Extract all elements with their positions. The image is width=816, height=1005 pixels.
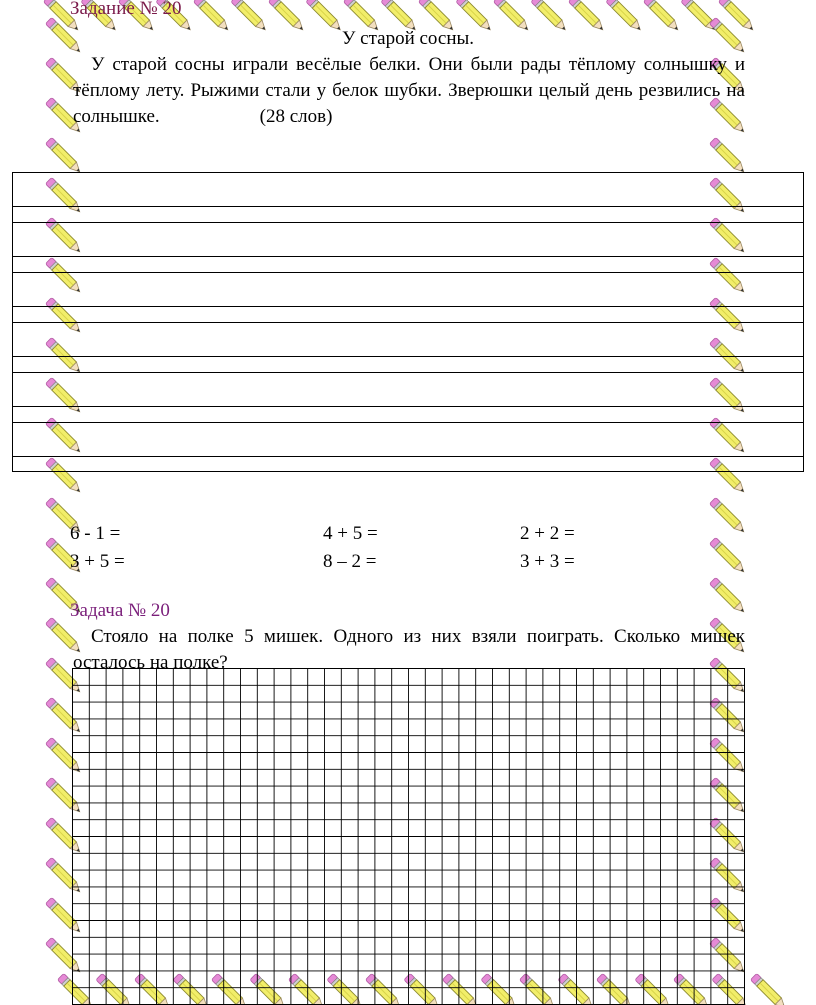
task-label: Задача № 20 [70,600,170,621]
assignment-label: Задание № 20 [70,0,182,19]
word-count: (28 слов) [259,106,333,127]
pencil-icon [709,497,746,534]
pencil-icon [45,137,82,174]
pencil-icon [750,973,787,1005]
example: 6 - 1 = [70,523,121,544]
example: 3 + 3 = [520,551,575,572]
pencil-icon [709,137,746,174]
squared-grid [72,668,745,1005]
pencil-icon [709,537,746,574]
dictation-title: У старой сосны. [341,28,475,49]
dictation-text [73,52,745,130]
writing-lines [12,172,804,472]
task-body: Стояло на полке 5 мишек. Одного из них взяли поиграть. Сколько мишек осталось на полке? [73,626,745,673]
example: 4 + 5 = [323,523,378,544]
pencil-icon [709,577,746,614]
example: 3 + 5 = [70,551,125,572]
example: 2 + 2 = [520,523,575,544]
example: 8 – 2 = [323,551,377,572]
dictation-body: У старой сосны играли весёлые белки. Они были рады тёплому солнышку и тёплому лету. Рыжими стали у белок шубки. Зверюшки целый день резвились на солнышке. [73,54,745,127]
